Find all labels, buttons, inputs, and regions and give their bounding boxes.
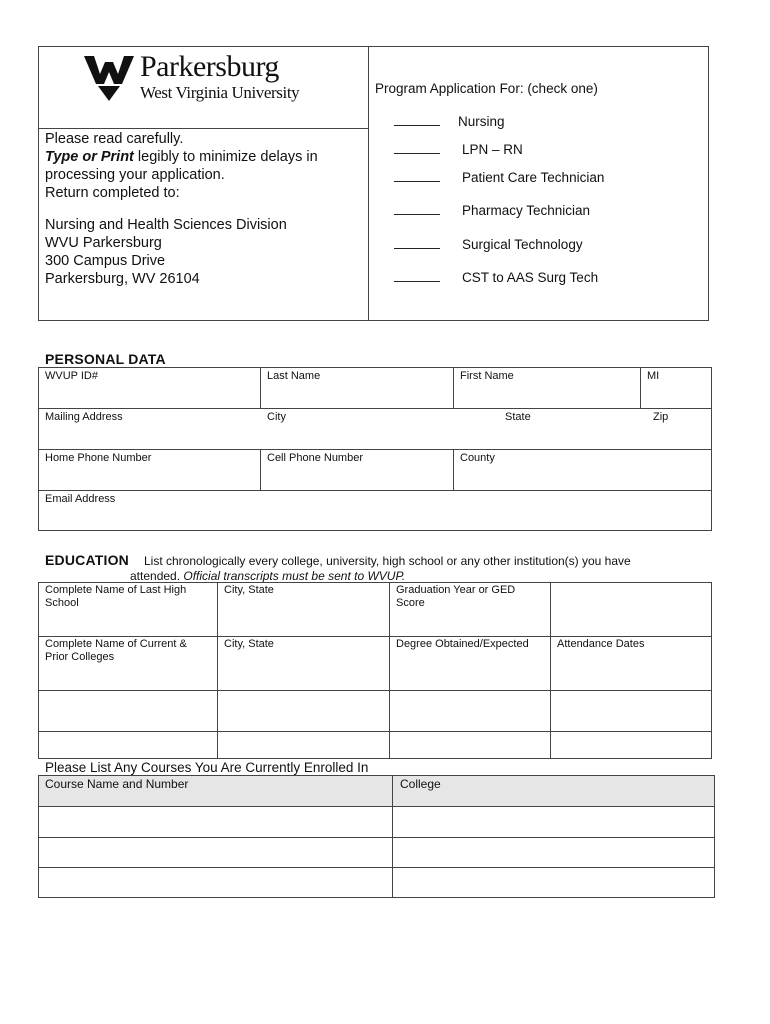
check-blank[interactable] [394, 271, 440, 282]
logo-subtitle: West Virginia University [140, 83, 300, 102]
field-first-name[interactable]: First Name [460, 370, 514, 382]
program-option-nursing[interactable]: Nursing [394, 114, 505, 129]
program-option-cst-aas[interactable]: CST to AAS Surg Tech [394, 270, 598, 285]
instructions-line1: Please read carefully. [45, 131, 184, 147]
personal-row-rule [38, 408, 712, 409]
field-county[interactable]: County [460, 452, 495, 464]
field-home-phone[interactable]: Home Phone Number [45, 452, 152, 464]
col-college: College [400, 777, 441, 791]
courses-heading: Please List Any Courses You Are Currently Enrolled In [45, 760, 369, 775]
field-college-city-state[interactable]: City, State [224, 638, 274, 650]
instructions-line2-rest: legibly to minimize delays in [133, 149, 318, 165]
col-course-name: Course Name and Number [45, 777, 189, 791]
field-attendance-dates[interactable]: Attendance Dates [557, 638, 645, 650]
field-last-high-school[interactable]: Complete Name of Last High School [45, 584, 187, 609]
address-line4: Parkersburg, WV 26104 [45, 271, 200, 287]
address-line1: Nursing and Health Sciences Division [45, 217, 287, 233]
education-heading: EDUCATION [45, 552, 129, 568]
personal-row-rule [38, 490, 712, 491]
personal-row-rule [38, 449, 712, 450]
logo-divider [38, 128, 369, 129]
program-option-surgical[interactable]: Surgical Technology [394, 237, 583, 252]
check-blank[interactable] [394, 171, 440, 182]
field-city[interactable]: City [267, 411, 286, 423]
education-note-line2: attended. Official transcripts must be sent to WVUP. [130, 569, 406, 583]
personal-data-heading: PERSONAL DATA [45, 351, 166, 367]
check-blank[interactable] [394, 204, 440, 215]
field-wvup-id[interactable]: WVUP ID# [45, 370, 98, 382]
field-email[interactable]: Email Address [45, 493, 116, 505]
logo-name: Parkersburg [140, 50, 279, 83]
instructions-line3: processing your application. [45, 167, 225, 183]
field-hs-city-state[interactable]: City, State [224, 584, 274, 596]
wv-flying-logo-icon [84, 54, 134, 102]
field-graduation-year[interactable]: Graduation Year or GED Score [396, 584, 516, 609]
program-option-pharmacy[interactable]: Pharmacy Technician [394, 203, 590, 218]
field-last-name[interactable]: Last Name [267, 370, 321, 382]
check-blank[interactable] [394, 238, 440, 249]
field-colleges[interactable]: Complete Name of Current & Prior Colleges [45, 638, 187, 663]
wvu-logo [84, 50, 324, 106]
program-option-patient-care[interactable]: Patient Care Technician [394, 170, 604, 185]
field-mailing-address[interactable]: Mailing Address [45, 411, 123, 423]
instructions-emphasis: Type or Print [45, 149, 134, 165]
field-cell-phone[interactable]: Cell Phone Number [267, 452, 363, 464]
check-blank[interactable] [394, 115, 440, 126]
field-degree[interactable]: Degree Obtained/Expected [396, 638, 529, 650]
field-state[interactable]: State [505, 411, 531, 423]
instructions-line2 [45, 148, 318, 166]
address-line2: WVU Parkersburg [45, 235, 162, 251]
check-blank[interactable] [394, 143, 440, 154]
instructions-line4: Return completed to: [45, 185, 180, 201]
header-divider [368, 46, 369, 321]
program-title: Program Application For: (check one) [375, 81, 598, 96]
education-note: List chronologically every college, university, high school or any other institution(s) you have [144, 554, 631, 568]
address-line3: 300 Campus Drive [45, 253, 166, 269]
transcript-note: Official transcripts must be sent to WVUP. [183, 569, 406, 583]
field-zip[interactable]: Zip [653, 411, 669, 423]
field-mi[interactable]: MI [647, 370, 660, 382]
program-option-lpn-rn[interactable]: LPN – RN [394, 142, 523, 157]
